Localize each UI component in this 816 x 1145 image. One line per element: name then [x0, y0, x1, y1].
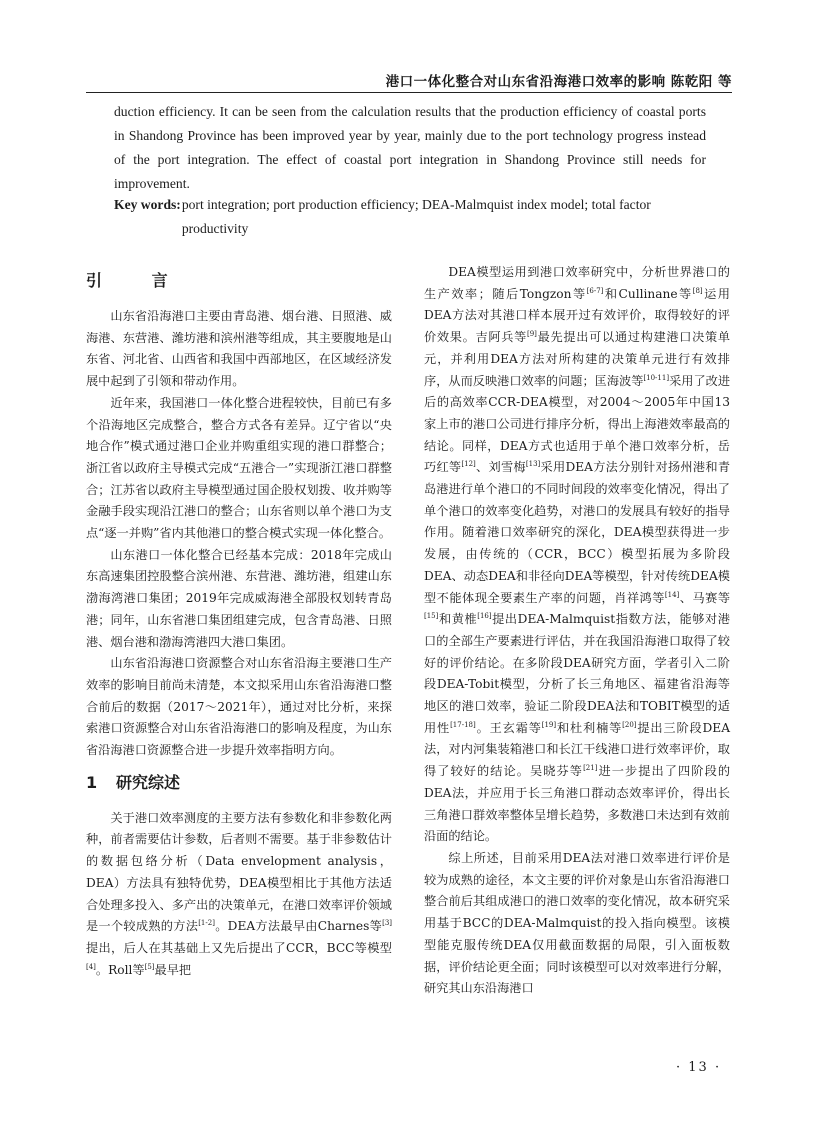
citation-marker: [4] — [86, 962, 96, 971]
intro-paragraph-1: 山东省沿海港口主要由青岛港、烟台港、日照港、威海港、东营港、潍坊港和滨州港等组成，其主要腹地是山东省、河北省、山西省和我国中西部地区，在区域经济发展中起到了引领和带动作用。 — [86, 309, 392, 389]
citation-marker: [10-11] — [643, 373, 670, 382]
citation-marker: [20] — [622, 720, 637, 729]
english-abstract — [114, 100, 706, 196]
citation-marker: [6-7] — [586, 286, 604, 295]
header-rule — [86, 92, 732, 93]
section1-paragraph-3: 综上所述，目前采用DEA法对港口效率进行评价是较为成熟的途径，本文主要的评价对象是山东省沿海港口整合前后其组成港口的港口效率的变化情况，故本研究采用基于BCC的DEA-Malmquist的投入指向模型。该模型能克服传统DEA仅用截面数据的局限，引入面板数据，评价结论更全面；同时该模型可以对效率进行分解，研究其山东沿海港口 — [424, 850, 730, 996]
keywords-label: Key words: — [114, 197, 181, 212]
citation-marker: [5] — [144, 962, 155, 971]
citation-marker: [13] — [525, 460, 541, 469]
keywords — [114, 193, 708, 241]
citation-marker: [12] — [461, 460, 476, 469]
citation-marker: [19] — [541, 720, 557, 729]
intro-paragraph-3: 山东港口一体化整合已经基本完成：2018年完成山东高速集团控股整合滨州港、东营港、潍坊港，组建山东渤海湾港口集团；2019年完成威海港全部股权划转青岛港；同年，山东省港口集团组建完成，包含青岛港、日照港、烟台港和渤海湾港四大港口集团。 — [86, 547, 392, 649]
section-title-text: 研究综述 — [116, 772, 181, 792]
page-number: · 13 · — [676, 1060, 722, 1075]
section-title-intro: 引 言 — [86, 271, 190, 290]
section-title-1 — [86, 772, 392, 794]
citation-marker: [15] — [424, 612, 439, 621]
intro-paragraph-4: 山东省沿海港口资源整合对山东省沿海主要港口生产效率的影响目前尚未清楚，本文拟采用山东省沿海港口整合前后的数据（2017～2021年），通过对比分析，来探索港口资源整合对山东省沿海港口的影响及程度，为山东省沿海港口资源整合进一步提升效率指明方向。 — [86, 656, 392, 758]
intro-paragraph-2: 近年来，我国港口一体化整合进程较快，目前已有多个沿海地区完成整合，整合方式各有差异。辽宁省以“央地合作”模式通过港口企业并购重组实现的港口群整合；浙江省以政府主导模式完成“五港合一”实现浙江港口群整合；江苏省以政府主导模型通过国企股权划拨、收并购等金融手段实现沿江港口的整合；山东省则以单个港口为支点“逐一并购”省内其他港口的整合模式实现一体化整合。 — [86, 395, 392, 541]
citation-marker: [8] — [692, 286, 703, 295]
keywords-text: port integration; port production efficiency; DEA-Malmquist index model; total factor productivity — [181, 197, 651, 236]
section-number: 1 — [86, 772, 98, 792]
section1-paragraph-1: 关于港口效率测度的主要方法有参数化和非参数化两种，前者需要估计参数，后者则不需要。基于非参数估计的数据包络分析（Data envelopment analysis，DEA）方法具有独特优势，DEA模型相比于其他方法适合处理多投入、多产出的决策单元，在港口效率评价领域是一个较成熟的方法[1-2]。DEA方法最早由Charnes等[3]提出，后人在其基础上又先后提出了CCR，BCC等模型[4]。Roll等[5]最早把 — [86, 810, 393, 977]
abstract-paragraph: duction efficiency. It can be seen from the calculation results that the production efficiency of coastal ports in Shandong Province has been improved year by year, mainly due to the port technology progress instead of the port integration. The effect of coastal port integration in Shandong Province still needs for improvement. — [114, 104, 706, 191]
citation-marker: [17-18] — [450, 720, 476, 729]
citation-marker: [14] — [664, 590, 680, 599]
section1-paragraph-2: DEA模型运用到港口效率研究中，分析世界港口的生产效率；随后Tongzon等[6-7]和Cullinane等[8]运用DEA方法对其港口样本展开过有效评价，取得较好的评价效果。吉阿兵等[9]最先提出可以通过构建港口决策单元，并利用DEA方法对所构建的决策单元进行有效排序，从而反映港口效率的问题；匡海波等[10-11]采用了改进后的高效率CCR-DEA模型，对2004～2005年中国13家上市的港口公司进行排序分析，得出上海港效率最高的结论。同样，DEA方式也适用于单个港口效率分析，岳巧红等[12]、刘雪梅[13]采用DEA方法分别针对扬州港和青岛港进行单个港口的不同时间段的效率变化情况，得出了单个港口的效率变化趋势，对港口的发展具有较好的指导作用。随着港口效率研究的深化，DEA模型获得进一步发展，由传统的（CCR，BCC）模型拓展为多阶段DEA、动态DEA和非径向DEA等模型，针对传统DEA模型不能体现全要素生产率的问题，肖祥鸿等[14]、马赛等[15]和黄椎[16]提出DEA-Malmquist指数方法，能够对港口的全部生产要素进行评估，并在我国沿海港口取得了较好的评价结论。在多阶段DEA研究方面，学者引入二阶段DEA-Tobit模型，分析了长三角地区、福建省沿海等地区的港口效率，验证二阶段DEA法和TOBIT模型的适用性[17-18]。王玄霜等[19]和杜利楠等[20]提出三阶段DEA法，对内河集装箱港口和长江干线港口进行效率评价，取得了较好的结论。吴晓芬等[21]进一步提出了四阶段的DEA法，并应用于长三角港口群动态效率评价，得出长三角港口群效率整体呈增长趋势，多数港口未达到有效前沿面的结论。 — [424, 265, 731, 844]
citation-marker: [9] — [526, 330, 537, 339]
right-column — [424, 262, 730, 1000]
citation-marker: [1-2] — [198, 919, 215, 928]
left-column — [86, 262, 392, 981]
citation-marker: [21] — [583, 764, 598, 773]
citation-marker: [16] — [477, 612, 492, 621]
citation-marker: [3] — [382, 919, 393, 928]
running-header: 港口一体化整合对山东省沿海港口效率的影响 陈乾阳 等 — [385, 74, 732, 90]
